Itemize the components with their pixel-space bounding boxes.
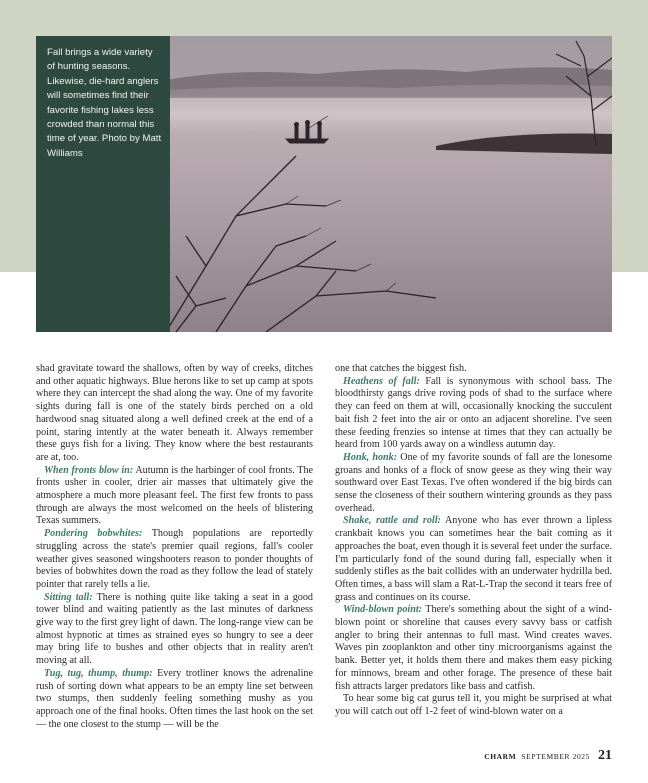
paragraph: When fronts blow in: Autumn is the harbinger of cool fronts. The fronts usher in cooler, drier air masses that ultimately give the atmosphere a much more pleasant feel. The first few fronts to pass through are always the most welcomed on the heels of blistering Texas summers.: [36, 464, 313, 527]
caption-box: [36, 36, 170, 332]
paragraph: Tug, tug, thump, thump: Every trotliner knows the adrenaline rush of sorting down what appears to be an empty line set between two stumps, then suddenly feeling something mushy as you approach one of the final hooks. Often times the last hook on the set — the one closest to the stump — will be the: [36, 667, 313, 730]
paragraph: Wind-blown point: There's something about the sight of a wind-blown point or shoreline that causes every savvy bass or catfish angler to bring their antennas to full mast. Wind creates waves. Waves pin zooplankton and other tiny microorganisms against the bank. Better yet, it holds them there and makes them easy picking for minnows, bream and other forage. The presence of these bait fish attracts larger predators like bass and catfish.: [335, 604, 612, 692]
paragraph: Shake, rattle and roll: Anyone who has ever thrown a lipless crankbait knows you can sometimes hear the bait coming as it approaches the boat, even though it is several feet under the surface. I'm particularly fond of the sound during fall, especially when it suddenly stifles as the bait collides with an underwater hydrilla bed. Often times, a bass will slam a Rat-L-Trap the second it tears free of grass and continues on its course.: [335, 515, 612, 603]
section-lead: Wind-blown point:: [343, 604, 423, 616]
article-column-left: [36, 363, 313, 731]
section-lead: Sitting tall:: [44, 591, 93, 603]
section-lead: Pondering bobwhites:: [44, 528, 143, 540]
paragraph: shad gravitate toward the shallows, often by way of creeks, ditches and other aquatic highways. Blue herons like to set up camp at spots where they can intercept the shad along the way. One of my favorite sights during fall is one of the stately birds perched on a old hardwood snag situated along a well defined creek at the end of a point, staring intently at the water beneath it. Always remember these guys fish for a living. They know where the best restaurants are at, too.: [36, 363, 313, 463]
magazine-name: CHARM: [484, 752, 517, 761]
section-lead: Tug, tug, thump, thump:: [44, 667, 153, 679]
section-lead: When fronts blow in:: [44, 464, 134, 476]
article-column-right: [335, 363, 612, 719]
section-lead: Shake, rattle and roll:: [343, 515, 441, 527]
page-footer: [484, 748, 612, 764]
section-lead: Heathens of fall:: [343, 375, 420, 387]
photo-caption: Fall brings a wide variety of hunting seasons. Likewise, die-hard anglers will sometimes find their favorite fishing lakes less crowded than normal this time of year. Photo by Matt Williams: [47, 47, 162, 159]
page-number: 21: [598, 748, 612, 763]
paragraph: Heathens of fall: Fall is synonymous with school bass. The bloodthirsty gangs drive roving pods of shad to the surface where they can feed on them at will, occasionally knocking the succulent bait fish 2 feet into the air or onto an adjacent shoreline. I've seen these feeding frenzies so intense at times that they can actually be heard from 100 yards away on a windless autumn day.: [335, 375, 612, 451]
section-lead: Honk, honk:: [343, 451, 398, 463]
paragraph: To hear some big cat gurus tell it, you might be surprised at what you will catch out off 1-2 feet of wind-blown water on a: [335, 693, 612, 717]
issue-date: SEPTEMBER 2025: [521, 752, 590, 761]
paragraph: Pondering bobwhites: Though populations are reportedly struggling across the state's premier quail regions, fall's cooler weather gives seasoned wingshooters reason to ponder thoughts of bevies of bobwhites down the road as they follow the lead of stately pointer that rarely tells a lie.: [36, 528, 313, 590]
paragraph: Honk, honk: One of my favorite sounds of fall are the lonesome groans and honks of a flock of snow geese as they wing their way southward over East Texas. I've often wondered if the big birds can sense the closeness of their southern wintering grounds as they pass overhead.: [335, 451, 612, 514]
paragraph: one that catches the biggest fish.: [335, 363, 467, 374]
paragraph: Sitting tall: There is nothing quite like taking a seat in a good tower blind and waiting patiently as the last minutes of darkness give way to the first grey light of dawn. The long-range view can be almost hypnotic at times as strained eyes so hungry to see a deer may bring life to bushes and other objects that in reality aren't moving at all.: [36, 591, 313, 667]
